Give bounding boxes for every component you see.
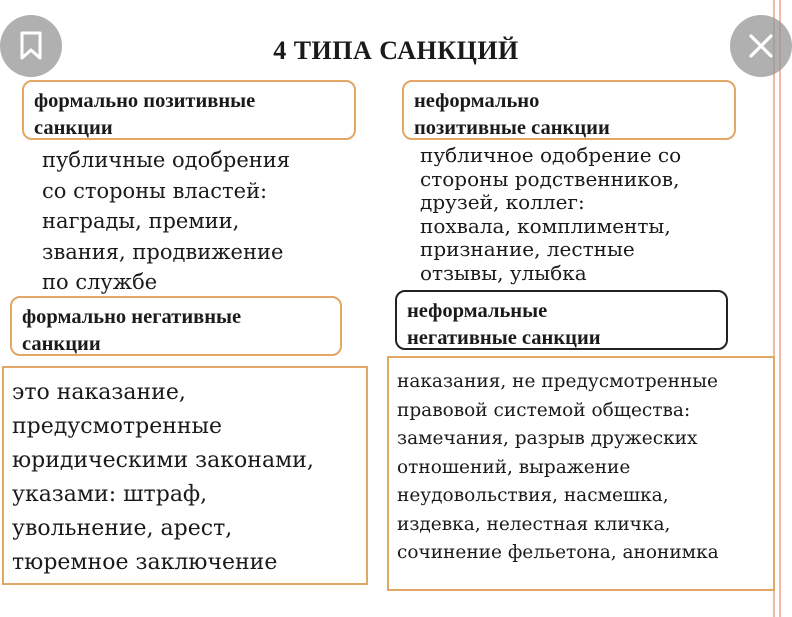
page-edge-line — [779, 0, 781, 617]
text-line: стороны родственников, — [420, 166, 680, 191]
header-formal-negative — [10, 296, 342, 356]
text-line: по службе — [42, 270, 158, 294]
text-line: награды, премии, — [42, 209, 240, 233]
header-line: неформальные — [407, 300, 548, 322]
box-formal-negative — [2, 366, 368, 585]
text-line: наказания, не предусмотренные — [397, 371, 718, 392]
text-line: звания, продвижение — [42, 239, 284, 264]
text-line: это наказание, — [12, 380, 186, 405]
header-informal-positive — [402, 80, 736, 140]
text-line: отзывы, улыбка — [420, 260, 587, 285]
page-title: 4 ТИПА САНКЦИЙ — [273, 36, 519, 65]
text-informal-positive — [420, 144, 681, 285]
text-line: издевка, нелестная кличка, — [397, 513, 671, 535]
text-line: похвала, комплименты, — [420, 213, 671, 238]
header-line: формально негативные — [22, 306, 242, 328]
header-informal-negative — [395, 290, 728, 350]
header-line: неформально — [414, 90, 540, 112]
text-line: публичное одобрение со — [420, 143, 682, 167]
text-line: юридическими законами, — [12, 448, 314, 473]
header-formal-positive — [22, 80, 356, 140]
text-line: указами: штраф, — [12, 482, 208, 507]
text-line: признание, лестные — [420, 237, 635, 261]
text-line: публичные одобрения — [42, 148, 291, 172]
header-line: негативные санкции — [407, 327, 601, 349]
text-line: предусмотренные — [12, 414, 223, 439]
text-line: сочинение фельетона, анонимка — [397, 542, 719, 563]
text-line: увольнение, арест, — [12, 516, 233, 541]
header-line: позитивные санкции — [414, 117, 610, 139]
header-line: санкции — [22, 333, 101, 355]
text-line: друзей, коллег: — [420, 190, 585, 214]
header-line: формально позитивные — [34, 90, 256, 112]
text-formal-positive — [42, 145, 290, 298]
header-line: санкции — [34, 117, 113, 139]
text-line: неудовольствия, насмешка, — [397, 485, 669, 506]
text-line: со стороны властей: — [42, 178, 268, 203]
text-line: тюремное заключение — [12, 550, 278, 575]
text-line: правовой системой общества: — [397, 399, 691, 421]
box-informal-negative — [387, 356, 775, 591]
text-line: отношений, выражение — [397, 456, 631, 478]
text-line: замечания, разрыв дружеских — [397, 428, 698, 449]
